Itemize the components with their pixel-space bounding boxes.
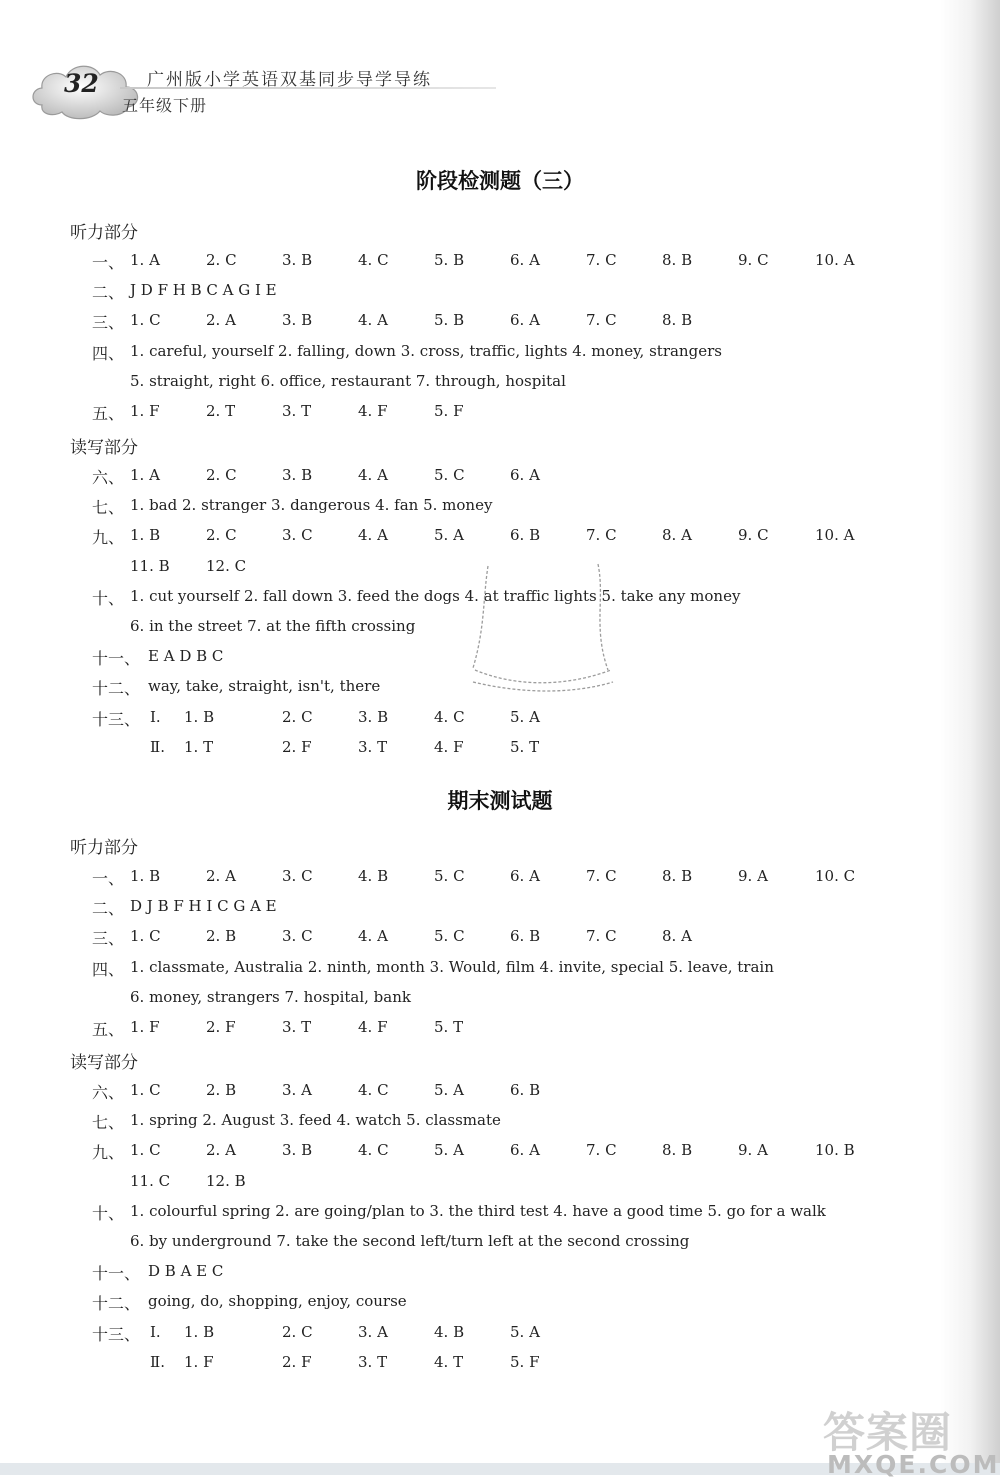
answer-item: 9. C xyxy=(738,251,769,269)
watermark-url: MXQE.COM xyxy=(827,1450,1000,1479)
question-number-label: 十、 xyxy=(92,588,125,608)
question-number-label: 七、 xyxy=(92,498,125,518)
sub-question-label: Ⅱ. xyxy=(150,737,165,756)
answer-item: 3. B xyxy=(282,251,313,269)
answer-item: 5. A xyxy=(510,1322,540,1341)
answer-item: 3. B xyxy=(358,707,389,726)
answer-item: 8. B xyxy=(662,867,693,885)
answer-row xyxy=(92,737,912,763)
answer-row xyxy=(92,525,912,551)
question-number-label: 五、 xyxy=(92,404,125,423)
answer-item: 2. C xyxy=(282,1322,313,1341)
question-number-label: 一、 xyxy=(92,869,125,888)
answer-row xyxy=(92,1171,912,1197)
answer-item: 8. B xyxy=(662,251,693,269)
answer-item: 4. C xyxy=(358,1081,389,1099)
answer-item: 3. T xyxy=(358,1352,388,1371)
answer-text: 6. money, strangers 7. hospital, bank xyxy=(130,987,411,1006)
answer-item: 3. B xyxy=(282,1141,313,1160)
answer-item: 5. A xyxy=(434,1081,464,1099)
part-label: 听力部分 xyxy=(70,838,138,858)
answer-row xyxy=(92,401,912,427)
answer-text: D B A E C xyxy=(148,1262,224,1281)
answer-item: 6. A xyxy=(510,867,540,885)
question-number-label: 十一、 xyxy=(92,649,141,669)
book-title: 广州版小学英语双基同步导学导练 xyxy=(147,70,432,90)
answer-item: 7. C xyxy=(586,251,617,269)
answer-item: 4. C xyxy=(434,707,465,726)
answer-item: 1. T xyxy=(184,737,214,756)
question-number-label: 二、 xyxy=(92,899,125,919)
question-number-label: 三、 xyxy=(92,929,125,949)
answer-item: 7. C xyxy=(586,311,617,330)
question-number-label: 九、 xyxy=(92,1143,125,1163)
answer-item: 2. B xyxy=(206,1081,237,1099)
answer-row xyxy=(92,1110,912,1136)
answer-text: 1. cut yourself 2. fall down 3. feed the dogs 4. at traffic lights 5. take any money xyxy=(130,586,741,605)
answer-text: 6. in the street 7. at the fifth crossing xyxy=(130,617,416,635)
answer-item: 10. B xyxy=(815,1141,855,1160)
answer-item: 2. C xyxy=(206,251,237,269)
answer-item: 6. A xyxy=(510,1141,540,1160)
answer-item: 5. C xyxy=(434,867,465,885)
page-header xyxy=(28,55,498,125)
sub-question-label: Ⅱ. xyxy=(150,1352,165,1371)
answer-item: 5. A xyxy=(434,526,464,545)
answer-item: 1. C xyxy=(130,311,161,330)
answer-item: 9. A xyxy=(738,867,768,885)
answer-item: 4. F xyxy=(358,402,388,420)
answer-item: 1. C xyxy=(130,1081,161,1099)
answer-item: 3. T xyxy=(282,1018,312,1036)
section-title: 期末测试题 xyxy=(447,789,553,813)
question-number-label: 十三、 xyxy=(92,709,141,729)
answer-item: 1. B xyxy=(184,1322,215,1341)
part-label: 读写部分 xyxy=(70,1053,138,1073)
answer-item: 8. B xyxy=(662,1141,693,1160)
answer-item: 3. T xyxy=(282,402,312,420)
answer-item: 4. A xyxy=(358,311,388,330)
answer-item: 4. F xyxy=(434,737,464,756)
answer-item: 9. C xyxy=(738,526,769,545)
answer-item: 2. C xyxy=(206,466,237,484)
answer-item: 6. B xyxy=(510,526,541,545)
answer-item: 5. A xyxy=(434,1141,464,1160)
answer-item: 5. T xyxy=(434,1018,464,1036)
answer-item: 1. F xyxy=(130,1018,160,1036)
answer-item: 2. F xyxy=(282,737,312,756)
answer-item: 3. A xyxy=(358,1322,388,1341)
answer-row xyxy=(92,1261,912,1287)
answer-row xyxy=(92,371,912,397)
erased-stamp-mark xyxy=(463,558,618,698)
section-title: 阶段检测题（三） xyxy=(416,169,584,193)
answer-item: 5. C xyxy=(434,927,465,946)
answer-item: 2. T xyxy=(206,402,236,420)
answer-row xyxy=(92,1322,912,1348)
answer-row xyxy=(92,495,912,521)
answer-row xyxy=(92,310,912,336)
answer-item: 1. B xyxy=(130,526,161,545)
answer-item: 4. A xyxy=(358,466,388,484)
answer-item: 3. A xyxy=(282,1081,312,1099)
answer-item: 10. A xyxy=(815,526,855,545)
answer-item: 8. A xyxy=(662,927,692,946)
answer-item: 8. A xyxy=(662,526,692,545)
sub-question-label: Ⅰ. xyxy=(150,1322,161,1341)
answer-item: 1. A xyxy=(130,251,160,269)
answer-row xyxy=(92,866,912,892)
answer-text: 6. by underground 7. take the second left/turn left at the second crossing xyxy=(130,1232,690,1250)
answer-row xyxy=(92,1231,912,1257)
answer-item: 12. C xyxy=(206,556,247,575)
question-number-label: 六、 xyxy=(92,468,125,487)
page-number: 32 xyxy=(64,69,99,98)
answer-row xyxy=(92,1201,912,1227)
answer-item: 6. A xyxy=(510,311,540,330)
answer-item: 7. C xyxy=(586,927,617,946)
question-number-label: 二、 xyxy=(92,283,125,303)
answer-item: 6. B xyxy=(510,1081,541,1099)
answer-row xyxy=(92,707,912,733)
answer-row xyxy=(92,1352,912,1378)
question-number-label: 三、 xyxy=(92,313,125,333)
answer-item: 3. C xyxy=(282,867,313,885)
question-number-label: 十一、 xyxy=(92,1264,141,1284)
answer-item: 1. C xyxy=(130,927,161,946)
answer-row xyxy=(92,957,912,983)
watermark-logo: 答案圈 xyxy=(823,1408,953,1457)
answer-item: 3. B xyxy=(282,311,313,330)
answer-text: 1. classmate, Australia 2. ninth, month 3. Would, film 4. invite, special 5. leave, train xyxy=(130,957,774,976)
question-number-label: 四、 xyxy=(92,959,125,979)
answer-item: 5. A xyxy=(510,707,540,726)
answer-item: 3. C xyxy=(282,927,313,946)
question-number-label: 十三、 xyxy=(92,1324,141,1344)
question-number-label: 七、 xyxy=(92,1113,125,1133)
answer-item: 7. C xyxy=(586,867,617,885)
answer-item: 2. C xyxy=(206,526,237,545)
question-number-label: 十二、 xyxy=(92,1294,141,1314)
answer-row xyxy=(92,341,912,367)
answer-item: 2. F xyxy=(206,1018,236,1036)
answer-item: 9. A xyxy=(738,1141,768,1160)
answer-item: 2. F xyxy=(282,1352,312,1371)
answer-text: D J B F H I C G A E xyxy=(130,897,277,916)
answer-item: 10. C xyxy=(815,867,856,885)
answer-item: 5. B xyxy=(434,251,465,269)
watermark xyxy=(810,1400,1000,1479)
answer-item: 10. A xyxy=(815,251,855,269)
answer-item: 8. B xyxy=(662,311,693,330)
question-number-label: 一、 xyxy=(92,253,125,272)
answer-item: 5. F xyxy=(434,402,464,420)
answer-text: 1. bad 2. stranger 3. dangerous 4. fan 5. money xyxy=(130,496,493,515)
answer-item: 11. C xyxy=(130,1171,171,1190)
question-number-label: 十二、 xyxy=(92,679,141,699)
answer-row xyxy=(92,1017,912,1043)
answer-item: 12. B xyxy=(206,1171,246,1190)
answer-item: 4. A xyxy=(358,526,388,545)
answer-item: 1. B xyxy=(184,707,215,726)
answer-text: way, take, straight, isn't, there xyxy=(148,677,381,696)
answer-item: 2. C xyxy=(282,707,313,726)
answer-text: E A D B C xyxy=(148,647,224,666)
answer-item: 2. A xyxy=(206,1141,236,1160)
answer-item: 4. C xyxy=(358,1141,389,1160)
answer-item: 1. B xyxy=(130,867,161,885)
answer-row xyxy=(92,465,912,491)
answer-item: 3. T xyxy=(358,737,388,756)
answer-text: J D F H B C A G I E xyxy=(130,281,277,300)
answer-item: 2. A xyxy=(206,311,236,330)
answer-text: 5. straight, right 6. office, restaurant 7. through, hospital xyxy=(130,371,566,390)
answer-text: 1. careful, yourself 2. falling, down 3. cross, traffic, lights 4. money, strangers xyxy=(130,341,722,360)
answer-item: 1. F xyxy=(130,402,160,420)
answer-item: 4. C xyxy=(358,251,389,269)
answer-item: 5. F xyxy=(510,1352,540,1371)
question-number-label: 十、 xyxy=(92,1203,125,1223)
answer-item: 4. B xyxy=(434,1322,465,1341)
answer-text: 1. colourful spring 2. are going/plan to 3. the third test 4. have a good time 5. go for a walk xyxy=(130,1201,826,1220)
answer-row xyxy=(92,1291,912,1317)
answer-text: 1. spring 2. August 3. feed 4. watch 5. classmate xyxy=(130,1111,501,1130)
answer-item: 1. A xyxy=(130,466,160,484)
answer-item: 6. A xyxy=(510,251,540,269)
question-number-label: 九、 xyxy=(92,528,125,548)
answer-item: 7. C xyxy=(586,1141,617,1160)
answer-item: 3. B xyxy=(282,466,313,484)
sub-question-label: Ⅰ. xyxy=(150,707,161,726)
answer-item: 4. B xyxy=(358,867,389,885)
answer-item: 6. A xyxy=(510,466,540,484)
answer-item: 4. F xyxy=(358,1018,388,1036)
question-number-label: 四、 xyxy=(92,343,125,363)
answer-row xyxy=(92,1080,912,1106)
answer-item: 5. B xyxy=(434,311,465,330)
answer-item: 4. T xyxy=(434,1352,464,1371)
answer-item: 6. B xyxy=(510,927,541,946)
answer-row xyxy=(92,280,912,306)
page-spine-shadow xyxy=(940,0,1000,1475)
answer-row xyxy=(92,250,912,276)
book-subtitle: 五年级下册 xyxy=(122,96,208,115)
part-label: 读写部分 xyxy=(70,438,138,458)
question-number-label: 六、 xyxy=(92,1083,125,1102)
answer-row xyxy=(92,1140,912,1166)
answer-item: 1. C xyxy=(130,1141,161,1160)
answer-item: 2. B xyxy=(206,927,237,946)
answer-item: 3. C xyxy=(282,526,313,545)
answer-row xyxy=(92,987,912,1013)
answer-item: 2. A xyxy=(206,867,236,885)
answer-item: 11. B xyxy=(130,556,170,575)
answer-item: 1. F xyxy=(184,1352,214,1371)
answer-row xyxy=(92,926,912,952)
answer-item: 5. C xyxy=(434,466,465,484)
answer-item: 7. C xyxy=(586,526,617,545)
answer-item: 5. T xyxy=(510,737,540,756)
part-label: 听力部分 xyxy=(70,223,138,243)
answer-item: 4. A xyxy=(358,927,388,946)
question-number-label: 五、 xyxy=(92,1020,125,1039)
answer-row xyxy=(92,896,912,922)
answer-text: going, do, shopping, enjoy, course xyxy=(148,1292,407,1311)
